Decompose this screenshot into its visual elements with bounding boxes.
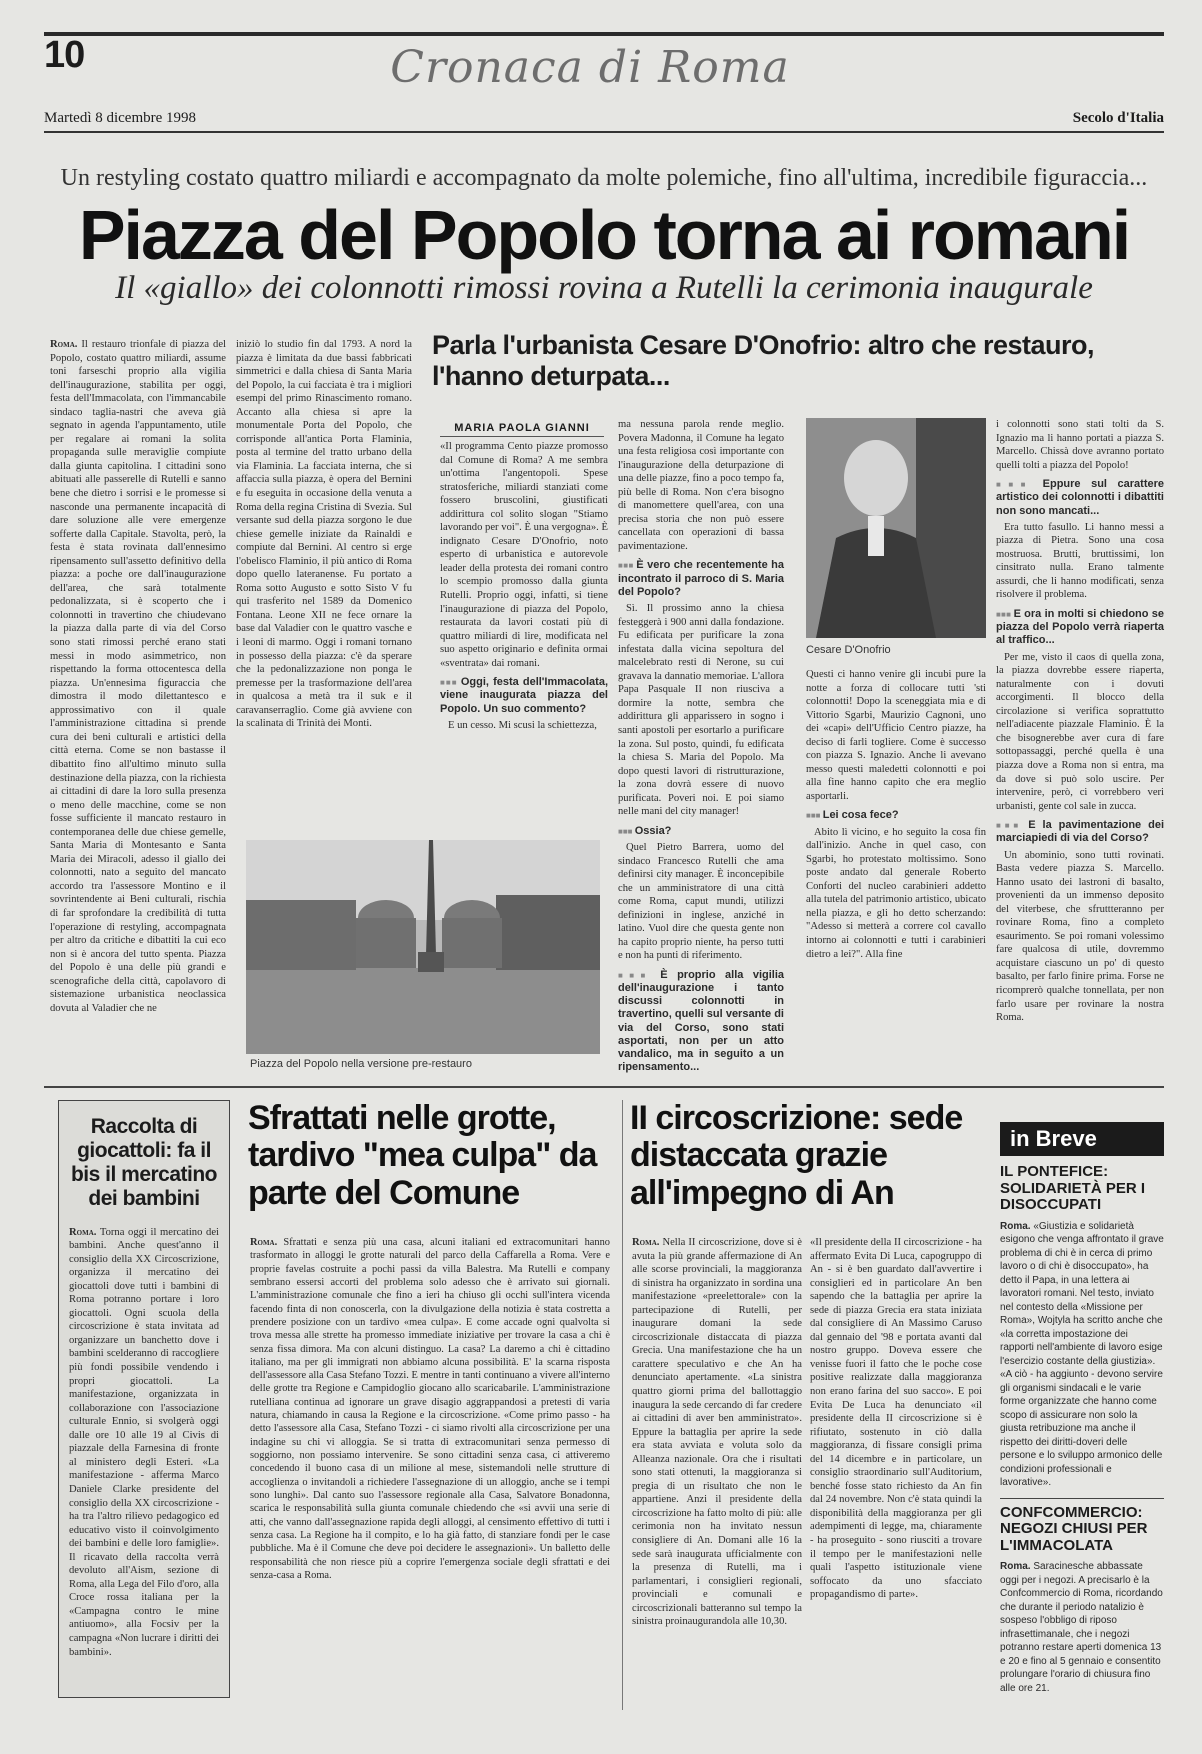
brief-divider [1000,1498,1164,1499]
interview-q1: ■■■ Oggi, festa dell'Immacolata, viene inaugurata piazza del Popolo. Un suo commento? [440,676,608,716]
brief2-text: Saracinesche abbassate oggi per i negozi. A precisarlo è la Confcommercio di Roma, ricordando che durante il periodo natalizio è sospeso l'obbligo di riposo infrasettimanale, che i negozi potranno restare aperti domenica 13 e 20 e fino al 5 gennaio e consentito prolungare l'orario di chiusura fino alle ore 21. [1000,1561,1163,1694]
inbreve-panel [1000,1122,1164,1718]
page-number: 10 [44,34,85,76]
inbreve-title: in Breve [1000,1122,1164,1156]
main-kicker: Un restyling costato quattro miliardi e accompagnato da molte polemiche, fino all'ultima, incredibile figuraccia... [60,165,1148,191]
toys-body [59,1220,229,1662]
donofrio-portrait [806,418,986,638]
portrait-image [806,418,986,638]
evictions-body [250,1236,610,1714]
interview-a3: Quel Pietro Barrera, uomo del sindaco Francesco Rutelli che ama definirsi city manager. È inconcepibile che un amministratore di una città come Roma, caput mundi, utilizzi definizioni in inglese, anziché in latino. Vuol dire che questa gente non ha capito proprio niente, ha perso tutti e non ha punti di riferimento. [618,841,784,962]
interview-q7: ■■■ E ora in molti si chiedono se piazza del Popolo verrà riaperta al traffico... [996,608,1164,648]
interview-q5: ■■■ Lei cosa fece? [806,809,986,822]
toys-box [58,1100,230,1698]
portrait-caption: Cesare D'Onofrio [806,644,891,656]
dateline [44,110,1164,133]
circoscrizione-col1 [632,1236,802,1714]
interview-q4: ■■■ È proprio alla vigilia dell'inaugurazione i tanto discussi colonnotti in travertino, quelli sul versante di via del Corso, sono stati asportati, non per un atto vandalico, ma in seguito a un ripensamento... [618,969,784,1075]
brief1-headline: IL PONTEFICE: SOLIDARIETÀ PER I DISOCCUPATI [1000,1163,1146,1213]
interview-a5: Abito lì vicino, e ho seguito la cosa fin dall'inizio. Anche in quel caso, con Sgarbi, ho protestato moltissimo. Sono poste andato dal generale Roberto Conforti del nucleo carabinieri addetto alla tutela del patrimonio artistico, ubicato nella piazza, e gli ho detto scherzando: "Adesso si metterà a correre col cavallo intorno ai colonnotti e tutti i carabinieri dietro a lei?". Alla fine [806,826,986,960]
interview-q8: ■■■ E la pavimentazione dei marciapiedi di via del Corso? [996,819,1164,845]
interview-q6: ■■■ Eppure sul carattere artistico dei colonnotti i dibattiti non sono mancati... [996,478,1164,518]
main-headline: Piazza del Popolo torna ai romani [78,196,1130,274]
toys-lead: Roma. [69,1226,97,1238]
column-rule [622,1100,623,1710]
circoscrizione-text2: «Il presidente della II circoscrizione - ha affermato Evita Di Luca, capogruppo di An - si è ben guardato dall'avvertire i consiglieri ed in particolare An ben sapendo che la battaglia per aprire la sede di piazza Grecia era stata iniziata dal consigliere di An Massimo Caruso dal gennaio del '98 e portata avanti dal nostro gruppo. Doveva essere che venisse fuori il fatto che le poche cose positive realizzate dalla maggioranza non erano farina del suo sacco». E poi Evita De Luca ha denunciato «il presidente della II circoscrizione si è rifiutato, sostenuto in ciò dalla maggioranza, di fissare consigli prima del 14 dicembre e in particolare, un consiglio straordinario sull'Auditorium, benché fosse stato richiesto da An fin dal 24 novembre. Non c'è stata quindi la disponibilità della maggioranza per gli adempimenti di legge, ma, chiaramente - ha proseguito - sono riusciti a trovare il tempo per le manifestazioni nelle quali l'aspetto istituzionale viene soffocato da uno sfacciato propagandismo di parte». [810,1237,982,1601]
interview-col4 [996,418,1164,1050]
evictions-lead: Roma. [250,1237,278,1248]
main-story-col2-text: iniziò lo studio fin dal 1793. A nord la piazza è limitata da due bassi fabbricati simmetrici e dalla chiesa di Santa Maria del Popolo, la cui facciata è tra i migliori esempi del primo Rinascimento romano. Accanto alla chiesa si apre la monumentale Porta del Popolo, che corrisponde all'antica Porta Flaminia, posta al termine del tratto urbano della via Flaminia. La facciata interna, che si affaccia sulla piazza, è opera del Bernini e fu eseguita in occasione della venuta a Roma della regina Cristina di Svezia. Sul versante sud della piazza sorgono le due chiese gemelle iniziate da Rainaldi e compiute dal Bernini. Al centro si erge l'obelisco Flaminio, il più antico di Roma dopo quello lateranense. Fu portato a Roma sotto Augusto e sotto Sisto V fu qui trasferito nel 1589 da Domenico Fontana. Leone XII ne fece ornare la base dal Valadier con le quattro vasche e i leoni di marmo. Oggi i romani tornano in possesso della piazza: c'è da sperare che la pedonalizzazione non ponga le premesse per la trasformazione dell'area in qualcosa a metà tra il suk e il caravanserraglio. Come già avviene con la scalinata di Trinità dei Monti. [236,339,412,730]
interview-q3: ■■■ Ossia? [618,825,784,838]
circoscrizione-text: Nella II circoscrizione, dove si è avuta la più grande affermazione di An alle scorse provinciali, la maggioranza di sinistra ha organizzato in sordina una manifestazione «preelettorale» con la partecipazione di Rutelli, per inaugurare domani la sede circoscrizionale distaccata di piazza Grecia. Una manifestazione che ha un carattere speculativo e che An ha denunciato apertamente. «La sinistra quattro giorni prima del ballottaggio inaugura la sede cercando di far credere ai cittadini di aver ben amministrato». Eppure la battaglia per aprire la sede era stata avviata e voluta solo da Alleanza nazionale. Ora che i risultati sono stati ottenuti, la maggioranza si pregia di un risultato che non le appartiene. Anzi il presidente della circoscrizione ha fatto molto di più: alle cerimonia non ha invitato nessun consigliere di An. Domani alle 16 la sede sarà inaugurata ufficialmente con la presenza di Rutelli, ma i parlamentari, i consiglieri regionali, provinciali e comunali e circoscrizionali batteranno sul tempo la sinistra proinaugurandola alle 10,30. [632,1237,802,1628]
interview-a7: Per me, visto il caos di quella zona, la piazza dovrebbe essere riaperta, naturalmente con i dovuti accorgimenti. Il blocco della circolazione si verifica soprattutto nell'adiacente piazzale Flaminio. È la che bisognerebbe aver cura di fare sottopassaggi, perché quella è una piazza dove a Roma non si entra, ma da dove si può solo uscire. Per intervenire, però, ci vorrebbero veri urbanisti, gente col sale in zucca. [996,651,1164,812]
interview-a8: Un abominio, sono tutti rovinati. Basta vedere piazza S. Marcello. Hanno usato dei lastroni di basalto, provenienti da un immenso deposito del viterbese, che sfruttteranno per rovinare Roma, fino a completo esaurimento. Se poi romani volessimo fare qualcosa di utile, dovremmo acquistare ciascuno un po' di questo basalto, per farlo finire prima. Forse ne ricomprerò qualche tonnellata, per non farlo usare per rovinare la nostra Roma. [996,849,1164,1024]
interview-a6: Era tutto fasullo. Li hanno messi a piazza di Pietra. Sono una cosa mostruosa. Brutti, bruttissimi, lon cinsitrato nulla. Erano talmente assurdi, che li hanno modificati, senza risolvere il problema. [996,521,1164,601]
main-story-lead: Roma. [50,339,78,350]
toys-headline: Raccolta di giocattoli: fa il bis il mercatino dei bambini [70,1115,218,1211]
interview-a1b: ma nessuna parola rende meglio. Povera Madonna, il Comune ha legato una festa religiosa così importante con l'inaugurazione della deturpazione di una delle piazze, fino a poco tempo fa, più belle di Roma. Non c'era bisogno di manomettere quell'area, con una precisa storia che non può essere cancellata con operazioni di bassa pavimentazione. [618,419,784,552]
issue-date: Martedì 8 dicembre 1998 [44,110,197,126]
paper-name: Secolo d'Italia [1072,110,1164,126]
interview-col1 [440,440,608,1050]
interview-a4: Questi ci hanno venire gli incubi pure la notte a forza di collocare tutti 'sti colonnotti! Dopo la sceneggiata mia e di Vittorio Sgarbi, Maurizio Cagnoni, uno dei «capi» dell'Ufficio Centro piazze, ha deciso di farli togliere. Come è successo con piazza S. Ignazio. Anche li avevano messo questi maledetti colonnotti e poi alla fine hanno capito che era meglio asportarli. [806,669,986,802]
interview-headline: Parla l'urbanista Cesare D'Onofrio: altro che restauro, l'hanno deturpata... [432,330,1095,392]
brief2-headline: CONFCOMMERCIO: NEGOZI CHIUSI PER L'IMMACOLATA [1000,1503,1148,1554]
interview-intro: «Il programma Cento piazze promosso dal Comune di Roma? A me sembra un'ottima l'angentopoli. Spese stratosferiche, miliardi stanziati come fossero bruscolini, giustificati addirittura col solito slogan "Stiamo lavorando per voi". È una vergogna». È indignato Cesare D'Onofrio, noto esperto di urbanistica e autorevole leader della protesta dei romani contro lo scempio promosso dalla giunta Rutelli. Proprio oggi, infatti, si tiene l'inaugurazione di piazza del Popolo, restaurata da lavori costati più di quattro miliardi di lire, modificata nel suo aspetto originario e definita ormai «sventrata» dai romani. [440,441,608,669]
interview-a1: E un cesso. Mi scusi la schiettezza, [448,719,597,731]
interview-q2: ■■■ È vero che recentemente ha incontrato il parroco di S. Maria del Popolo? [618,559,784,599]
interview-a5b: i colonnotti sono stati tolti da S. Ignazio ma li hanno portati a piazza S. Marcello. Chissà dove avranno portato quelli tolti a piazza del Popolo! [996,419,1164,471]
circoscrizione-headline: II circoscrizione: sede distaccata grazie all'impegno di An [630,1099,963,1212]
main-story-col1-text: Il restauro trionfale di piazza del Popolo, costato quattro miliardi, assume toni farseschi proprio alla vigilia dell'inaugurazione, stabilita per oggi, festa dell'Immacolata, con l'immancabile sindaco taglia-nastri che aveva già segnato in agenda l'appuntamento, utile per regalare ai romani la solita propaganda sulle meraviglie compiute dalla giunta capitolina. I cittadini sono abituati alle passerelle di Rutelli e sanno bene che dietro i sorrisi e le promesse si nasconde una permanente incapacità di dare soluzione alle vere emergenze sofferte dalla Capitale. Stavolta, però, la festa è stata rovinata dall'ennesimo ripensamento sull'assetto definitivo della piazza: a poche ore dall'inaugurazione dell'area, che sarà totalmente pedonalizzata, si è scoperto che i colonnotti in travertino che chiudevano la piazza dalla parte di via del Corso sono stati rimossi perché erano stati messi in modo asimmetrico, non rispettando la forma ottocentesca della piazza. Un'ennesima figuraccia che dimostra il modo dilettantesco e approssimativo con il quale l'amministrazione cittadina si prende cura dei beni culturali e artistici della città eterna. Come se non bastasse il dibattito fino all'ultimo minuto sulla destinazione della piazza, con la richiesta ai cittadini di dare la loro sulla presenza o meno delle macchine, come se non fosse sufficiente il mancato restauro in contemporanea delle due chiese gemelle, Santa Maria di Montesanto e Santa Maria dei Miracoli, adesso il giallo dei colonnotti, nato a seguito del mancato accordo tra l'assessore Montino e il sovrintendente ai Beni culturali, rischia di far sprofondare la credibilità di tutta l'operazione di restyling, accompagnata per altro da critiche e dibattiti la cui eco non si è ancora del tutto spenta. Piazza del Popolo è una delle più grandi e scenografiche della città, capolavoro di sistemazione urbanistica neoclassica dovuta al Valadier che ne [50,339,226,1014]
circoscrizione-lead: Roma. [632,1237,660,1248]
brief1-body [1000,1220,1164,1490]
brief1-text: «Giustizia e solidarietà esigono che venga affrontato il grave problema di chi è in cerca di primo lavoro o di chi è disoccupato», ha detto il Papa, in una lettera ai lavoratori romani. Nel testo, inviato nel contesto della «Missione per Roma», Wojtyla ha scritto anche che «la corretta impostazione dei rapporti nell'ambiente di lavoro esige l'esercizio costante della giustizia». «A ciò - ha aggiunto - devono servire gli organismi sindacali e le varie forme organizzate che hanno come scopo di assicurare non solo la giusta retribuzione ma anche il rispetto dei diritti-doveri delle persone e lo sviluppo armonico delle condizioni professionali e lavorative». [1000,1220,1164,1488]
top-rule [44,32,1164,36]
circoscrizione-col2 [810,1236,982,1714]
interview-author: MARIA PAOLA GIANNI [440,422,604,437]
main-subhead: Il «giallo» dei colonnotti rimossi rovina a Rutelli la cerimonia inaugurale [115,270,1093,306]
brief2-lead: Roma. [1000,1561,1031,1572]
interview-a2: Sì. Il prossimo anno la chiesa festeggerà i 900 anni dalla fondazione. Fu edificata per purificare la zona infestata dalla vicina sepoltura del malcelebrato resti di Nerone, su cui gravava la dannatio memoriae. L'allora Papa Pasquale II non riusciva a dormire la notte, sembra che addirittura gli apparissero in sogno i santi apostoli per esortarlo a purificare la zona. Sul posto, quindi, fu edificata la chiesa S. Maria del Popolo. Ma dopo questi lavori di ristrutturazione, la zona dovrà essere di nuovo purificata. Poveri noi. E poi siamo nelle mani del city manager! [618,603,784,818]
section-divider [44,1086,1164,1088]
toys-text: Torna oggi il mercatino dei bambini. Anche quest'anno il consiglio della XX Circoscrizione, organizza il mercatino dei giocattoli dove tutti i bambini di Roma potranno portare i loro giocattoli. Ogni scuola della circoscrizione è stata invitata ad organizzare un banchetto dove i bambini scelderanno di raccogliere più fondi possibile vendendo i propri giocattoli. La manifestazione, organizzata in collaborazione con l'associazione culturale Ennio, si svolgerà oggi dalle ore 10 alle 19 al Civis di piazzale della Farnesina di fronte al ministero degli Esteri. «La manifestazione - afferma Marco Daniele Clarke presidente del consiglio della XX circoscrizione - ha tra l'altro rilievo pedagogico ed educativo visto il coinvolgimento dei bambini e delle loro famiglie». Il ricavato della raccolta verrà devoluto all'Aism, sezione di Roma, alla Lega del Filo d'oro, alla Croce rossa italiana per la «Campagna contro le mine antiuomo», alla Focsiv per la campagna «Non lucrare i diritti dei bambini». [69,1226,219,1658]
piazza-photo-caption: Piazza del Popolo nella versione pre-restauro [250,1058,472,1070]
interview-col2 [618,418,785,1074]
evictions-headline: Sfrattati nelle grotte, tardivo "mea culpa" da parte del Comune [248,1099,597,1212]
section-masthead: Cronaca di Roma [390,42,790,93]
brief2-body [1000,1560,1164,1695]
main-story-col1 [50,338,226,1038]
brief1-lead: Roma. [1000,1220,1031,1232]
interview-col3 [806,668,986,1050]
main-story-col2 [236,338,412,858]
evictions-text: Sfrattati e senza più una casa, alcuni italiani ed extracomunitari hanno trasformato in alloggi le grotte naturali del parco della Caffarella a Roma. Vere e proprie favelas costruite a pochi passi da villa Balestra. Ma Rutelli e company sembrano essersi accorti del problema solo adesso che è arrivato sui giornali. L'amministrazione comunale che fino a ieri ha chiuso gli occhi sull'intera vicenda facendo finta di non conoscerla, con la divulgazione della notizia è stata costretta a prendere posizione con un tardivo «mea culpa». E come accade ogni qualvolta si trova messa alle strette ha promesso immediate iniziative per trovare la casa a chi è senza fissa dimora. Ma con alcuni distinguo. La casa? La daremo a chi è cittadino italiano, ma per gli immigrati non abbiamo alcuna possibilità. E' la scarna risposta dell'assessore alla Casa Stefano Tozzi. E mentre in tanti continuano a vivere all'interno delle grotte tra Regione e Campidoglio giocano allo scaricabarile. L'amministrazione rutelliana continua ad ignorare un grave disagio aggrappandosi a pretesti di varia natura, chiamando in causa la Regione e la circoscrizione. «Come primo passo - ha detto l'assessore alla Casa, Stefano Tozzi - ci siamo rivolti alla circoscrizione per una indagine su chi vi alloggia. Se si tratta di extracomunitari senza permesso di soggiorno, non possiamo intervenire. Se sono cittadini senza casa, ci attiveremo concedendo il buono casa di un milione al mese, sistemandoli nelle strutture di accoglienza o invitandoli a richiedere l'assegnazione di un alloggio, anche se i tempi sono lunghi». Dal canto suo l'assessore regionale alla Casa, Salvatore Bonadonna, scarica le responsabilità sulla giunta comunale chiedendo che «si avvii una serie di atti, che vanno dall'assegnazione rapida degli alloggi, al censimento effettivo di tutti i senza casa. La Regione ha il compito, e lo ha già fatto, di stanziare fondi per le case pubbliche. Ma è il Comune che deve poi decidere le assegnazioni». Un balletto delle responsabilità che non riesce più a coprire l'emergenza sociale degli sfrattati e dei senza-casa a Roma. [250,1237,610,1581]
